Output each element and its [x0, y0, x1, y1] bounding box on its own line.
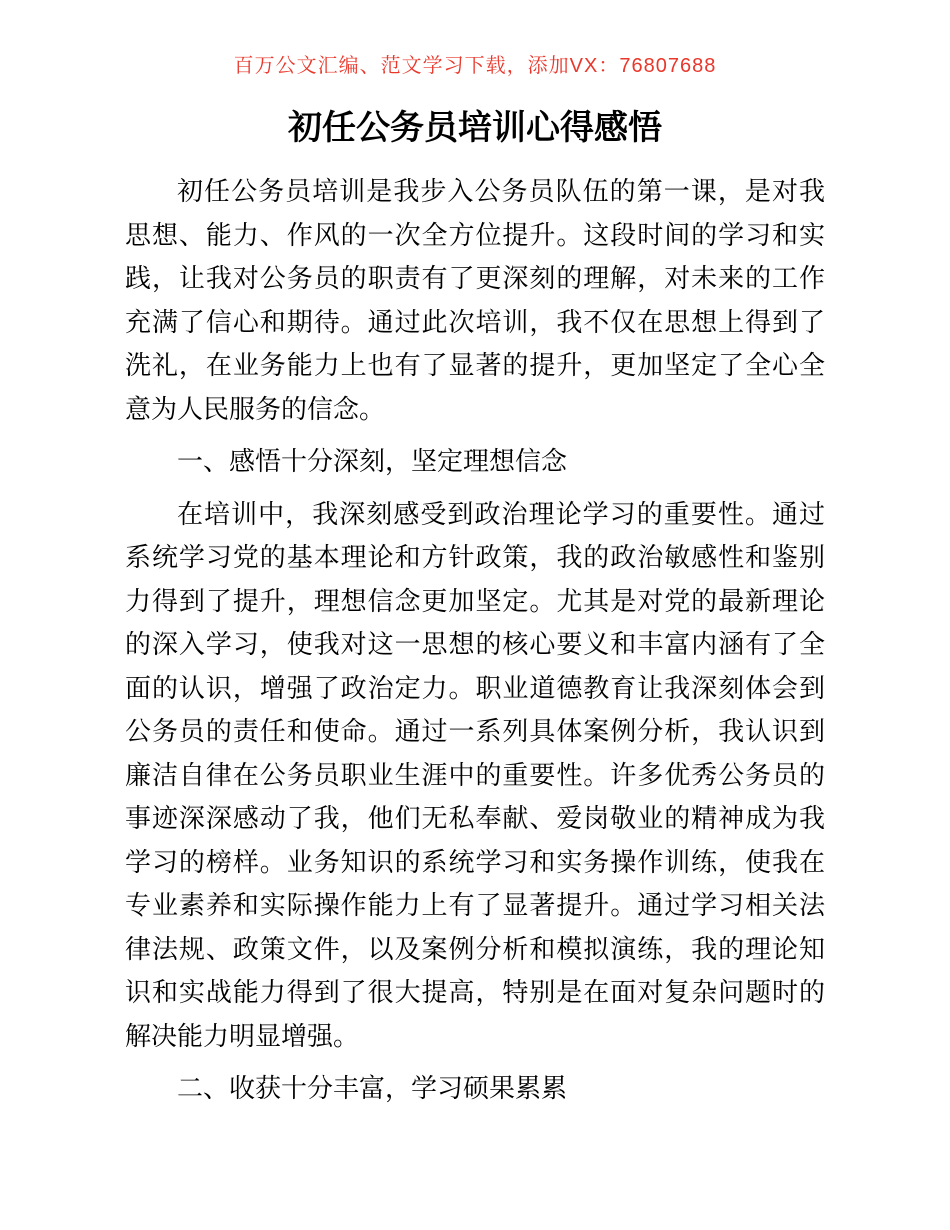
- document-body: [0, 150, 950, 1111]
- section-heading: 一、感悟十分深刻，坚定理想信念: [177, 446, 568, 476]
- section-heading: 二、收获十分丰富，学习硕果累累: [177, 1073, 568, 1103]
- promo-header-notice: 百万公文汇编、范文学习下载，添加VX：76807688: [233, 55, 717, 77]
- document-title: 初任公务员培训心得感悟: [288, 109, 662, 147]
- body-paragraph: 初任公务员培训是我步入公务员队伍的第一课，是对我思想、能力、作风的一次全方位提升。这段时间的学习和实践，让我对公务员的职责有了更深刻的理解，对未来的工作充满了信心和期待。通过此次培训，我不仅在思想上得到了洗礼，在业务能力上也有了显著的提升，更加坚定了全心全意为人民服务的信念。: [125, 176, 825, 424]
- body-paragraph: 在培训中，我深刻感受到政治理论学习的重要性。通过系统学习党的基本理论和方针政策，我的政治敏感性和鉴别力得到了提升，理想信念更加坚定。尤其是对党的最新理论的深入学习，使我对这一思想的核心要义和丰富内涵有了全面的认识，增强了政治定力。职业道德教育让我深刻体会到公务员的责任和使命。通过一系列具体案例分析，我认识到廉洁自律在公务员职业生涯中的重要性。许多优秀公务员的事迹深深感动了我，他们无私奉献、爱岗敬业的精神成为我学习的榜样。业务知识的系统学习和实务操作训练，使我在专业素养和实际操作能力上有了显著提升。通过学习相关法律法规、政策文件，以及案例分析和模拟演练，我的理论知识和实战能力得到了很大提高，特别是在面对复杂问题时的解决能力明显增强。: [125, 498, 825, 1051]
